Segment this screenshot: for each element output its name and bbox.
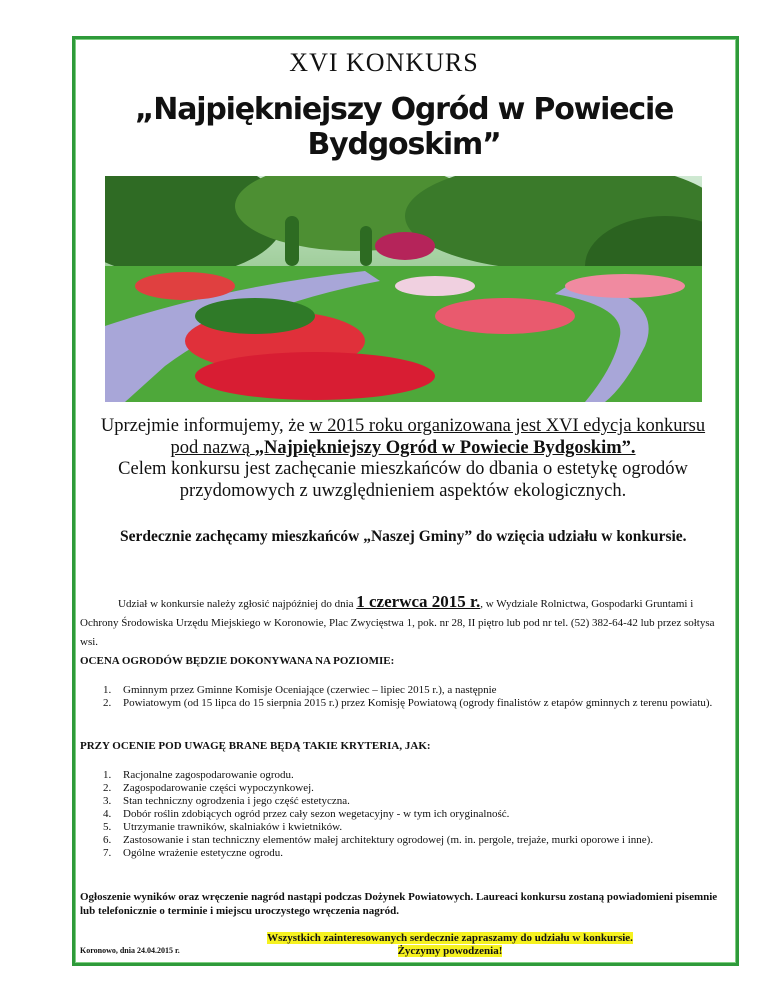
list-item-text: Utrzymanie trawników, skalniaków i kwietników. bbox=[123, 821, 343, 833]
results-announcement: Ogłoszenie wyników oraz wręczenie nagród nastąpi podczas Dożynek Powiatowych. Laureaci konkursu zostaną powiadomieni pisemnie lub telefonicznie o terminie i miejscu uroczystego wręczenia nagród. bbox=[80, 891, 718, 917]
list-item: 5. Utrzymanie trawników, skalniaków i kwietników. bbox=[103, 821, 343, 833]
list-item: 1. Racjonalne zagospodarowanie ogrodu. bbox=[103, 769, 294, 781]
deadline: 1 czerwca 2015 r. bbox=[356, 592, 481, 611]
closing-wishes: Życzymy powodzenia! bbox=[397, 945, 503, 957]
list-item-text: Powiatowym (od 15 lipca do 15 sierpnia 2015 r.) przez Komisję Powiatową (ogrody finalistów z etapów gminnych z terenu powiatu). bbox=[123, 697, 713, 709]
intro-name-label: pod nazwą bbox=[170, 437, 255, 458]
invitation bbox=[80, 521, 720, 553]
contest-title: „Najpiękniejszy Ogród w Powiecie Bydgoskim” bbox=[134, 92, 674, 162]
closing-invitation: Wszystkich zainteresowanych serdecznie zapraszamy do udziału w konkursie. bbox=[267, 932, 633, 944]
intro-paragraph bbox=[80, 416, 726, 502]
evaluation-heading: OCENA OGRODÓW BĘDZIE DOKONYWANA NA POZIOMIE: bbox=[80, 655, 395, 667]
list-item-text: Zastosowanie i stan techniczny elementów małej architektury ogrodowej (m. in. pergole, trejaże, murki oporowe i inne). bbox=[123, 834, 654, 846]
list-item: 2. Zagospodarowanie części wypoczynkowej. bbox=[103, 782, 314, 794]
list-item-text: Racjonalne zagospodarowanie ogrodu. bbox=[123, 769, 294, 781]
contest-number: XVI KONKURS bbox=[289, 48, 479, 77]
garden-photo bbox=[105, 176, 702, 402]
application-text: Udział w konkursie należy zgłosić najpóźniej do dnia bbox=[118, 598, 357, 610]
list-item-text: Zagospodarowanie części wypoczynkowej. bbox=[123, 782, 314, 794]
list-item: 3. Stan techniczny ogrodzenia i jego część estetyczna. bbox=[103, 795, 350, 807]
list-item-text: Ogólne wrażenie estetyczne ogrodu. bbox=[123, 847, 284, 859]
list-item: 6. Zastosowanie i stan techniczny elementów małej architektury ogrodowej (m. in. pergole, trejaże, murki oporowe i inne). bbox=[103, 834, 654, 846]
list-item: 7. Ogólne wrażenie estetyczne ogrodu. bbox=[103, 847, 284, 859]
list-item-text: Stan techniczny ogrodzenia i jego część estetyczna. bbox=[123, 795, 350, 807]
list-item: 4. Dobór roślin zdobiących ogród przez cały sezon wegetacyjny - w tym ich oryginalność. bbox=[103, 808, 510, 820]
list-item-text: Dobór roślin zdobiących ogród przez cały sezon wegetacyjny - w tym ich oryginalność. bbox=[123, 808, 510, 820]
list-item: 2. Powiatowym (od 15 lipca do 15 sierpnia 2015 r.) przez Komisję Powiatową (ogrody finalistów z etapów gminnych z terenu powiatu). bbox=[103, 697, 713, 709]
list-item-text: Gminnym przez Gminne Komisje Oceniające (czerwiec – lipiec 2015 r.), a następnie bbox=[123, 684, 497, 696]
document-date: Koronowo, dnia 24.04.2015 r. bbox=[80, 946, 180, 955]
intro-goal: Celem konkursu jest zachęcanie mieszkańców do dbania o estetykę ogrodów przydomowych z uwzględnieniem aspektów ekologicznych. bbox=[118, 459, 688, 501]
invitation-text: Serdecznie zachęcamy mieszkańców „Naszej Gminy” do wzięcia udziału w konkursie. bbox=[120, 528, 687, 545]
intro-contest-name: „Najpiękniejszy Ogród w Powiecie Bydgoskim”. bbox=[254, 437, 636, 458]
list-item: 1. Gminnym przez Gminne Komisje Oceniające (czerwiec – lipiec 2015 r.), a następnie bbox=[103, 684, 497, 696]
criteria-list bbox=[80, 769, 726, 860]
application-place: , w Wydziale Rolnictwa, Gospodarki Gruntami i Ochrony Środowiska Urzędu Miejskiego w Koronowie, Plac Zwycięstwa 1, pok. nr 28, II piętro lub pod nr tel. (52) 382-64-42 lub przez sołtysa wsi. bbox=[80, 598, 715, 648]
evaluation-list bbox=[80, 684, 726, 710]
application-info bbox=[80, 592, 728, 652]
criteria-heading: PRZY OCENIE POD UWAGĘ BRANE BĘDĄ TAKIE KRYTERIA, JAK: bbox=[80, 740, 431, 752]
intro-edition: w 2015 roku organizowana jest XVI edycja konkursu bbox=[309, 416, 706, 436]
intro-text: Uprzejmie informujemy, że bbox=[100, 416, 310, 436]
closing-note bbox=[240, 932, 660, 958]
